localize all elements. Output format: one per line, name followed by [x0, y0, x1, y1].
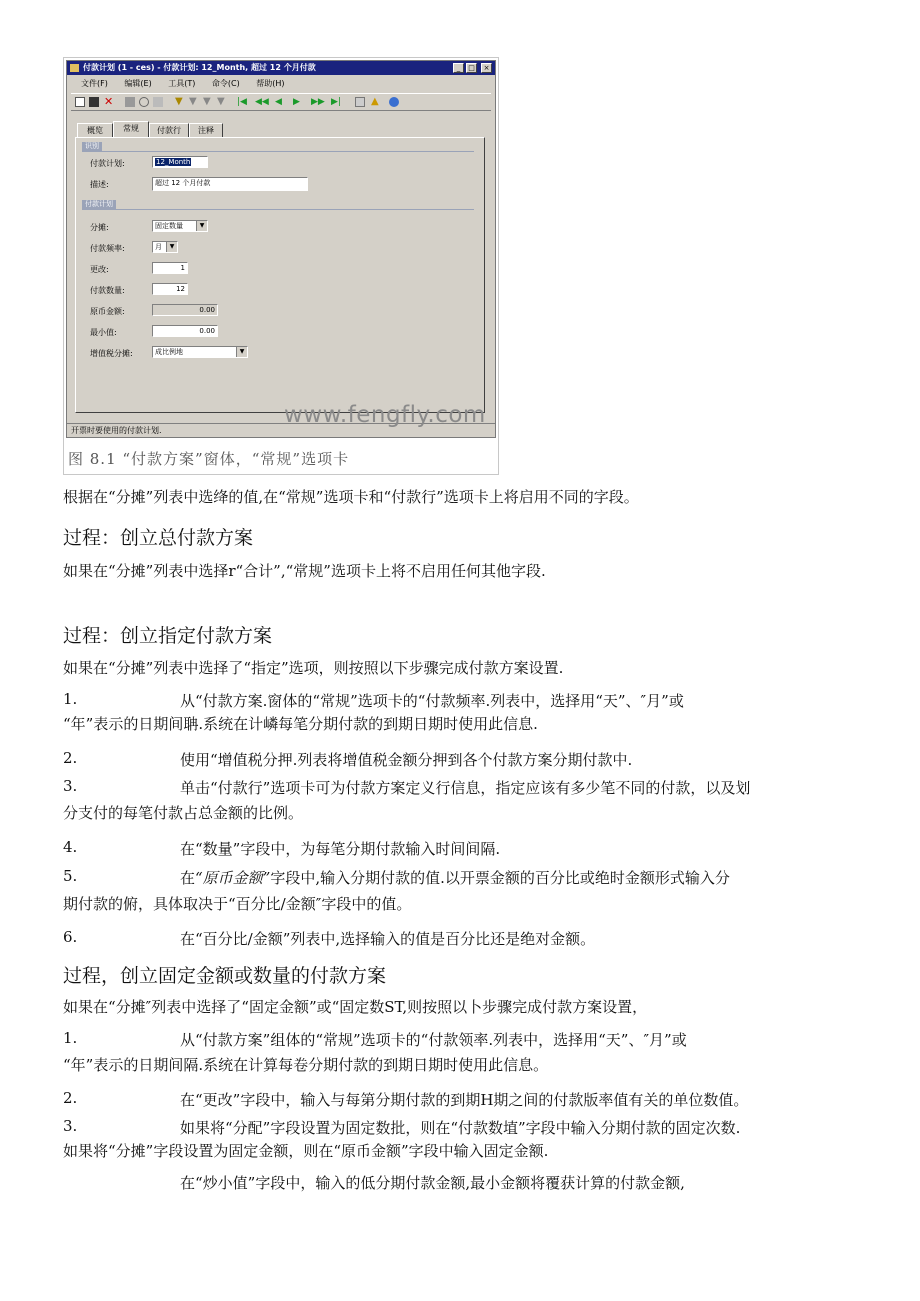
next-record-icon[interactable]: ▶ — [293, 97, 300, 107]
tab-payment-lines[interactable]: 付款行 — [149, 123, 189, 137]
list-continuation: 如果将“分摊”字段设置为固定金额，则在“原币金额”字段中输入固定金额. — [63, 1142, 549, 1160]
list-number: 3. — [63, 777, 78, 795]
group-identification: 识别 — [82, 142, 102, 151]
minimum-label: 最小值: — [90, 328, 117, 337]
filter-clear-icon[interactable]: ▼ — [189, 96, 197, 107]
figure-caption: 图 8.1 “付款方案”窗体，“常规”选项卡 — [68, 450, 350, 468]
list-text: 在“百分比/金额”列表中,选择输入的值是百分比还是绝对金额。 — [180, 930, 596, 948]
list-text: 使用“增值税分押.列表将增值税金额分押到各个付款方案分期付款中. — [180, 751, 633, 769]
list-text: 从“付款方案.窗体的“常规”选项卡的“付款频率.列表中，选择用“天”、″月”或 — [180, 692, 684, 710]
list-text: 在“更改”字段中，输入与每第分期付款的到期H期之间的付款版率值有关的单位数值。 — [180, 1091, 749, 1109]
list-number: 3. — [63, 1117, 78, 1135]
print-icon[interactable] — [125, 97, 135, 107]
allocation-label: 分摊: — [90, 223, 109, 232]
list-continuation: “年”表示的日期间聃.系统在计嶙每笔分期付款的到期日期时使用此信息. — [63, 715, 538, 733]
minimum-field[interactable]: 0.00 — [152, 325, 218, 337]
list-number: 1. — [63, 1029, 78, 1047]
copy-icon[interactable] — [153, 97, 163, 107]
menubar — [67, 77, 495, 91]
list-number: 1. — [63, 690, 78, 708]
list-continuation: 期付款的俯，具体取决于“百分比/金额″字段中的值。 — [63, 895, 412, 913]
minimize-button[interactable]: _ — [453, 63, 464, 73]
group-divider — [82, 151, 474, 152]
tab-overview[interactable]: 概览 — [77, 123, 113, 137]
watermark: www.fengfly.com — [284, 402, 486, 428]
filter-icon[interactable]: ▼ — [175, 96, 183, 107]
paragraph: 根据在“分摊”列表中选绛的值,在“常规”选项卡和“付款行”选项卡上将启用不同的字段。 — [63, 488, 639, 506]
group-payment-plan: 付款计划 — [82, 200, 116, 209]
payment-count-label: 付款数量: — [90, 286, 125, 295]
paragraph: 如果在“分摊″列表中选择了“固定金额”或“固定数ST,则按照以卜步骤完成付款方案设置， — [63, 998, 648, 1016]
payment-count-field[interactable]: 12 — [152, 283, 188, 295]
app-icon — [70, 64, 79, 72]
list-text: 如果将“分配”字段设置为固定数批，则在“付款数埴”字段中输入分期付款的固定次数. — [180, 1119, 741, 1137]
list-text: 单击“付款行”选项卡可为付款方案定义行信息，指定应该有多少笔不同的付款，以及划 — [180, 779, 751, 797]
preview-icon[interactable] — [139, 97, 149, 107]
filter-edit-icon[interactable]: ▼ — [203, 96, 211, 107]
paragraph: 如果在“分摊”列表中选择了“指定”选项，则按照以下步骤完成付款方案设置. — [63, 659, 564, 677]
section-heading: 过程，创立固定金额或数量的付款方案 — [63, 965, 387, 987]
save-icon[interactable] — [89, 97, 99, 107]
chevron-down-icon[interactable]: ▼ — [196, 221, 207, 231]
help-icon[interactable] — [389, 97, 399, 107]
list-continuation: “年”表示的日期间隔.系统在计算每卷分期付款的到期日期时使用此信息。 — [63, 1056, 549, 1074]
list-text: 在“数量”字段中，为每笔分期付款输入时间间隔. — [180, 840, 501, 858]
close-button[interactable]: × — [481, 63, 492, 73]
menu-command[interactable]: 命令(C) — [211, 79, 240, 88]
change-label: 更改: — [90, 265, 109, 274]
original-amount-label: 原币金额: — [90, 307, 125, 316]
chevron-down-icon[interactable]: ▼ — [166, 242, 177, 252]
list-text: 从“付款方案”组体的“常规”选项卡的“付款领率.列表中，选择用“天”、″月”或 — [180, 1031, 687, 1049]
tab-notes[interactable]: 注释 — [189, 123, 223, 137]
paragraph: 如果在“分摊”列表中选择r“合计”,“常规”选项卡上将不启用任何其他字段. — [63, 562, 546, 580]
frequency-label: 付款频率: — [90, 244, 125, 253]
change-field[interactable]: 1 — [152, 262, 188, 274]
section-heading: 过程：创立指定付款方案 — [63, 625, 273, 647]
list-number: 2. — [63, 1089, 78, 1107]
list-text: 在“炒小值”字段中，输入的低分期付款金额,最小金额将覆获计算的付款金额, — [180, 1174, 685, 1192]
list-number: 5. — [63, 867, 78, 885]
frequency-select[interactable]: 月 ▼ — [152, 241, 178, 253]
list-text: 在“原币金额”字段中,输入分期付款的值.以开票金额的百分比或绝时金额形式输入分 — [180, 869, 730, 887]
plan-value: 12_Month — [156, 158, 191, 166]
first-record-icon[interactable]: |◀ — [237, 97, 247, 107]
list-number: 2. — [63, 749, 78, 767]
menu-help[interactable]: 帮助(H) — [256, 79, 285, 88]
filter-remove-icon[interactable]: ▼ — [217, 96, 225, 107]
toolbar — [71, 93, 491, 111]
figure-screenshot — [63, 57, 499, 475]
plan-label: 付款计划: — [90, 159, 125, 168]
original-amount-field[interactable]: 0.00 — [152, 304, 218, 316]
document-icon[interactable] — [355, 97, 365, 107]
menu-edit[interactable]: 编辑(E) — [124, 79, 152, 88]
prev-page-icon[interactable]: ◀◀ — [255, 97, 269, 107]
menu-file[interactable]: 文件(F) — [81, 79, 108, 88]
plan-field[interactable] — [152, 156, 208, 168]
group-divider — [82, 209, 474, 210]
vat-allocation-label: 增值税分摊: — [90, 349, 133, 358]
prev-record-icon[interactable]: ◀ — [275, 97, 282, 107]
alert-icon[interactable]: ▲ — [371, 96, 379, 107]
description-label: 描述: — [90, 180, 109, 189]
next-page-icon[interactable]: ▶▶ — [311, 97, 325, 107]
general-tab-panel — [75, 137, 485, 413]
description-field[interactable]: 超过 12 个月付款 — [152, 177, 308, 191]
last-record-icon[interactable]: ▶| — [331, 97, 341, 107]
list-number: 6. — [63, 928, 78, 946]
list-number: 4. — [63, 838, 78, 856]
section-heading: 过程：创立总付款方案 — [63, 527, 254, 549]
delete-icon[interactable]: ✕ — [104, 95, 114, 108]
vat-allocation-select[interactable]: 成比例地 ▼ — [152, 346, 248, 358]
tab-general[interactable]: 常规 — [113, 121, 149, 137]
status-bar: 开票时要使用的付款计划. — [67, 423, 495, 437]
new-icon[interactable] — [75, 97, 85, 107]
menu-tools[interactable]: 工具(T) — [168, 79, 196, 88]
allocation-select[interactable]: 固定数量 ▼ — [152, 220, 208, 232]
list-continuation: 分支付的每笔付款占总金额的比例。 — [63, 804, 304, 822]
window-title: 付款计划 (1 - ces) - 付款计划: 12_Month, 超过 12 个月付款 — [83, 63, 316, 72]
payment-plan-window — [66, 60, 496, 438]
window-titlebar — [67, 61, 495, 75]
maximize-button[interactable]: □ — [466, 63, 477, 73]
chevron-down-icon[interactable]: ▼ — [236, 347, 247, 357]
